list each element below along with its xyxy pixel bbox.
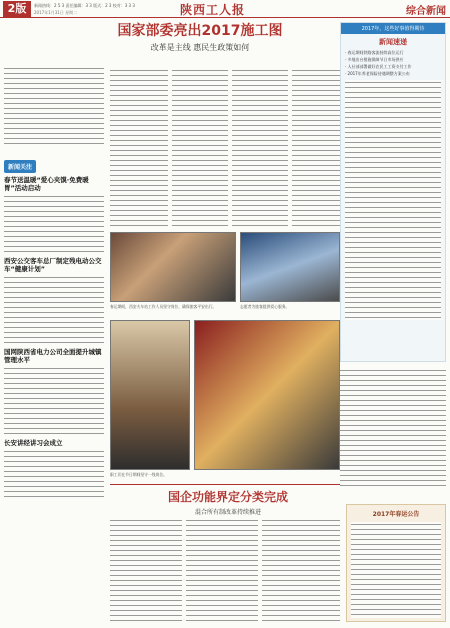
right-panel-header: 2017年，这些好事值得期待 bbox=[341, 23, 445, 34]
lead-column-1 bbox=[110, 68, 168, 228]
ad-body bbox=[351, 522, 441, 618]
lead-title: 国家部委亮出2017施工图 bbox=[117, 23, 283, 39]
page-number: 2版 bbox=[3, 1, 31, 17]
sidebar-article3-title[interactable]: 国网陕西省电力公司全面提升城镇管理水平 bbox=[4, 348, 102, 364]
sidebar-text-block bbox=[4, 66, 104, 148]
photo-right-caption: 志愿者为旅客提供爱心服务。 bbox=[240, 304, 290, 309]
bottom-subtitle: 混合所有制改革持续推进 bbox=[194, 509, 261, 516]
ad-title: 2017年春运公告 bbox=[372, 511, 420, 518]
sidebar-article1-body bbox=[4, 194, 104, 254]
right-lower-text bbox=[340, 368, 446, 488]
bottom-column-1 bbox=[110, 518, 182, 622]
lead-column-3 bbox=[232, 68, 288, 228]
right-panel-item[interactable]: · 2017年养老保险待遇调整方案公布 bbox=[345, 71, 410, 76]
photo-center-large bbox=[194, 320, 340, 470]
section-divider bbox=[110, 484, 340, 485]
newspaper-logo: 陕西工人报 bbox=[180, 3, 246, 17]
photo-left-tall bbox=[110, 320, 190, 470]
bottom-headline bbox=[118, 488, 338, 516]
masthead-date: 2017年1月31日 星期二 bbox=[34, 10, 78, 15]
lead-headline bbox=[60, 22, 340, 64]
bottom-title: 国企功能界定分类完成 bbox=[167, 490, 288, 504]
sidebar-article2-title[interactable]: 西安公交客车总厂制定残电动公交车“健康计划” bbox=[4, 257, 102, 273]
lead-column-4 bbox=[292, 68, 340, 228]
right-panel-body bbox=[345, 80, 441, 320]
sidebar-article4-title[interactable]: 长安讲经讲习会成立 bbox=[4, 439, 63, 447]
left-sidebar bbox=[4, 66, 104, 618]
news-badge: 新闻关注 bbox=[4, 160, 36, 173]
sidebar-article2-body bbox=[4, 275, 104, 345]
right-panel-subheader: 新闻速递 bbox=[379, 38, 407, 46]
bottom-column-3 bbox=[262, 518, 340, 622]
right-panel-item[interactable]: · 人社部部署做好农民工工资支付工作 bbox=[345, 64, 412, 69]
masthead bbox=[0, 0, 450, 18]
right-info-panel bbox=[340, 22, 446, 362]
lead-column-2 bbox=[172, 68, 228, 228]
sidebar-badge-wrap bbox=[4, 154, 104, 173]
right-panel-item[interactable]: · 春运期间铁路客流持续高位运行 bbox=[345, 50, 404, 55]
sidebar-article3-body bbox=[4, 366, 104, 436]
sidebar-article4-body bbox=[4, 449, 104, 499]
section-title: 综合新闻 bbox=[406, 6, 446, 17]
photo-left-caption: 职工们在节日期间坚守一线岗位。 bbox=[110, 472, 167, 477]
photo-main bbox=[110, 232, 236, 302]
ad-box bbox=[346, 504, 446, 622]
lead-subtitle: 改革是主线 惠民生政策如何 bbox=[150, 43, 250, 52]
sidebar-article1-title[interactable]: 春节送温暖“爱心夹馍·免费暖胃”活动启动 bbox=[4, 176, 89, 192]
masthead-meta: 新闻热线：2 5 3 责任编辑：3 3 版式：2 3 校对：3 3 3 bbox=[34, 3, 135, 8]
bottom-column-2 bbox=[186, 518, 258, 622]
right-panel-item[interactable]: · 多地出台措施保障节日市场供应 bbox=[345, 57, 404, 62]
photo-right bbox=[240, 232, 340, 302]
photo-main-caption: 春运期间，西安火车站工作人员坚守岗位，确保旅客平安出行。 bbox=[110, 304, 217, 309]
